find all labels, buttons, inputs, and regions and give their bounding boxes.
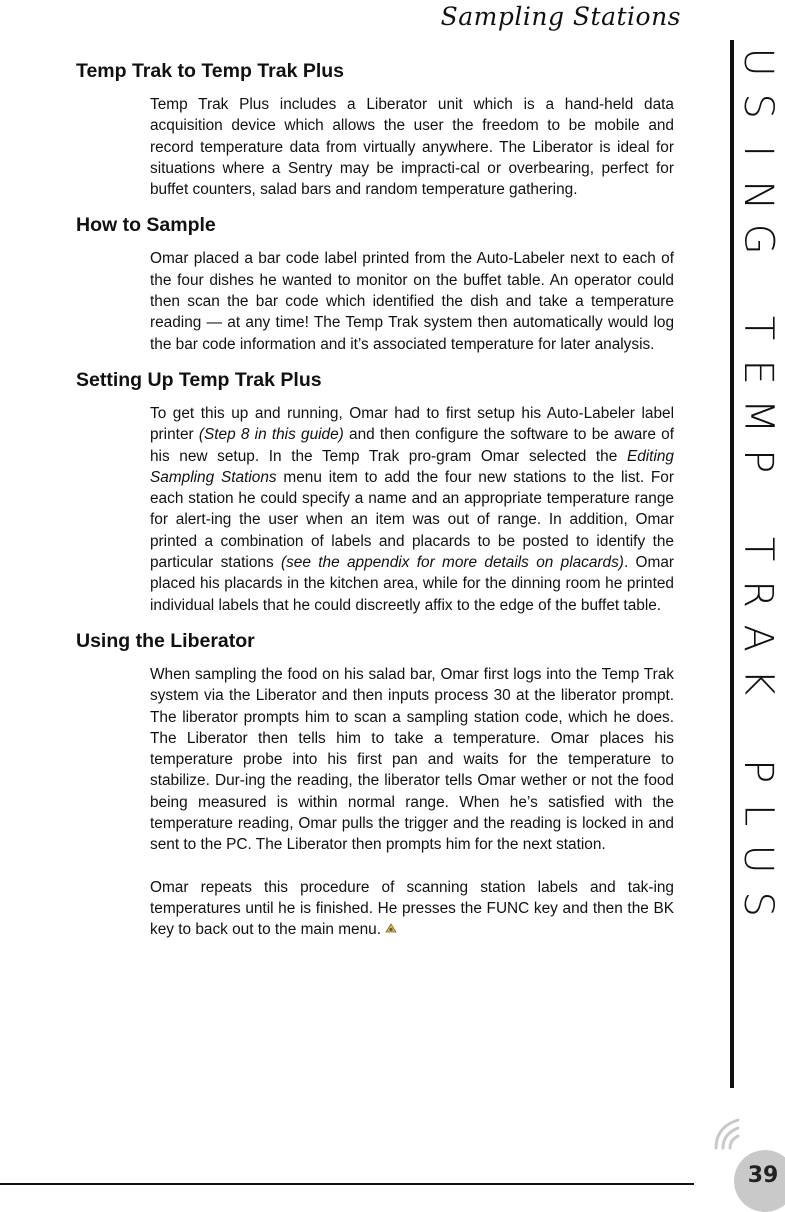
section-temp-trak-to-plus [76,60,674,200]
side-title-letter: K [735,669,782,696]
paragraph-text: To get this up and running, Omar had to first setup his Auto-Labeler label printer [150,404,674,444]
section-using-liberator [76,630,674,941]
side-title-letter: R [735,579,782,608]
side-title-letter: L [735,804,782,827]
side-title-letter: P [735,758,782,783]
side-title-letter: A [735,624,782,652]
article-body [76,60,674,955]
section-heading: Setting Up Temp Trak Plus [76,368,322,391]
page-title: Sampling Stations [440,2,681,31]
side-title-letter: T [735,537,782,562]
side-title-letter: S [735,93,782,120]
side-title-letter: I [735,144,782,157]
side-title-letter: P [735,448,782,473]
page-number: 39 [747,1163,779,1188]
paragraph [150,403,674,616]
step-reference: (Step 8 in this guide) [198,426,344,444]
side-title [735,40,782,1040]
side-title-letter: G [735,223,782,255]
side-title-letter: N [735,180,782,210]
section-heading: How to Sample [76,214,216,237]
side-title-letter: M [735,399,782,434]
paragraph-text: . Omar placed his placards in the kitchen area, while for the dinning room he printed individual labels that he could discreetly affix to the edge of the buffet table. [150,554,675,614]
side-rule [730,40,734,1088]
paragraph: Omar placed a bar code label printed from the Auto-Labeler next to each of the four dishes he wanted to monitor on the buffet table. An operator could then scan the bar code which identified the dish and take a temperature reading — at any time! The Temp Trak system then automatically would log the bar code information and it’s associated temperature for later analysis. [150,250,674,353]
paragraph-text: and then configure the software to be aware of his new setup. In the Temp Trak pro-gram Omar selected the [150,426,675,465]
appendix-reference: (see the appendix for more details on placards) [280,554,624,572]
side-title-letter: S [735,891,782,917]
paragraph [150,877,674,941]
section-setting-up [76,369,674,616]
side-title-letter: U [735,47,782,77]
section-how-to-sample [76,214,674,354]
side-title-letter: T [735,315,782,341]
paragraph: When sampling the food on his salad bar, Omar first logs into the Temp Trak system via the Liberator and then inputs process 30 at the liberator prompt. The liberator prompts him to scan a sampling station code, which he does. The Liberator then tells him to take a temperature. Omar places his temperature probe into his first pan and waits for the temperature to stabilize. Dur-ing the reading, the liberator tells Omar wether or not the food being measured is within normal range. When he’s satisfied with the temperature reading, Omar pulls the trigger and the reading is locked in and sent to the PC. The Liberator then prompts him for the next station. [150,665,674,854]
side-title-letter: E [735,359,782,385]
side-title-letter: U [735,844,782,875]
menu-item-reference: Editing Sampling Stations [150,447,674,486]
section-heading: Temp Trak to Temp Trak Plus [76,60,345,82]
paragraph-text: Omar repeats this procedure of scanning station labels and tak-ing temperatures until he is finished. He presses the FUNC key and then the BK key to back out to the main menu. [150,878,674,939]
signal-waves-icon [700,1118,750,1158]
end-of-article-icon [384,922,398,935]
footer-rule [0,1183,694,1185]
section-heading: Using the Liberator [76,629,255,652]
paragraph-text: menu item to add the four new stations to the list. For each station he could specify a name and an appropriate temperature range for alert-ing the user when an item was out of range. In addition, Omar printed a combination of labels and placards to be posted to identify the particular stations [150,468,674,572]
paragraph: Temp Trak Plus includes a Liberator unit which is a hand-held data acquisition device which allows the user the freedom to be mobile and record temperature data from virtually anywhere. The Liberator is ideal for situations where a Sentry may be impracti-cal or overbearing, perfect for buffet counters, salad bars and random temperature gathering. [150,96,674,199]
